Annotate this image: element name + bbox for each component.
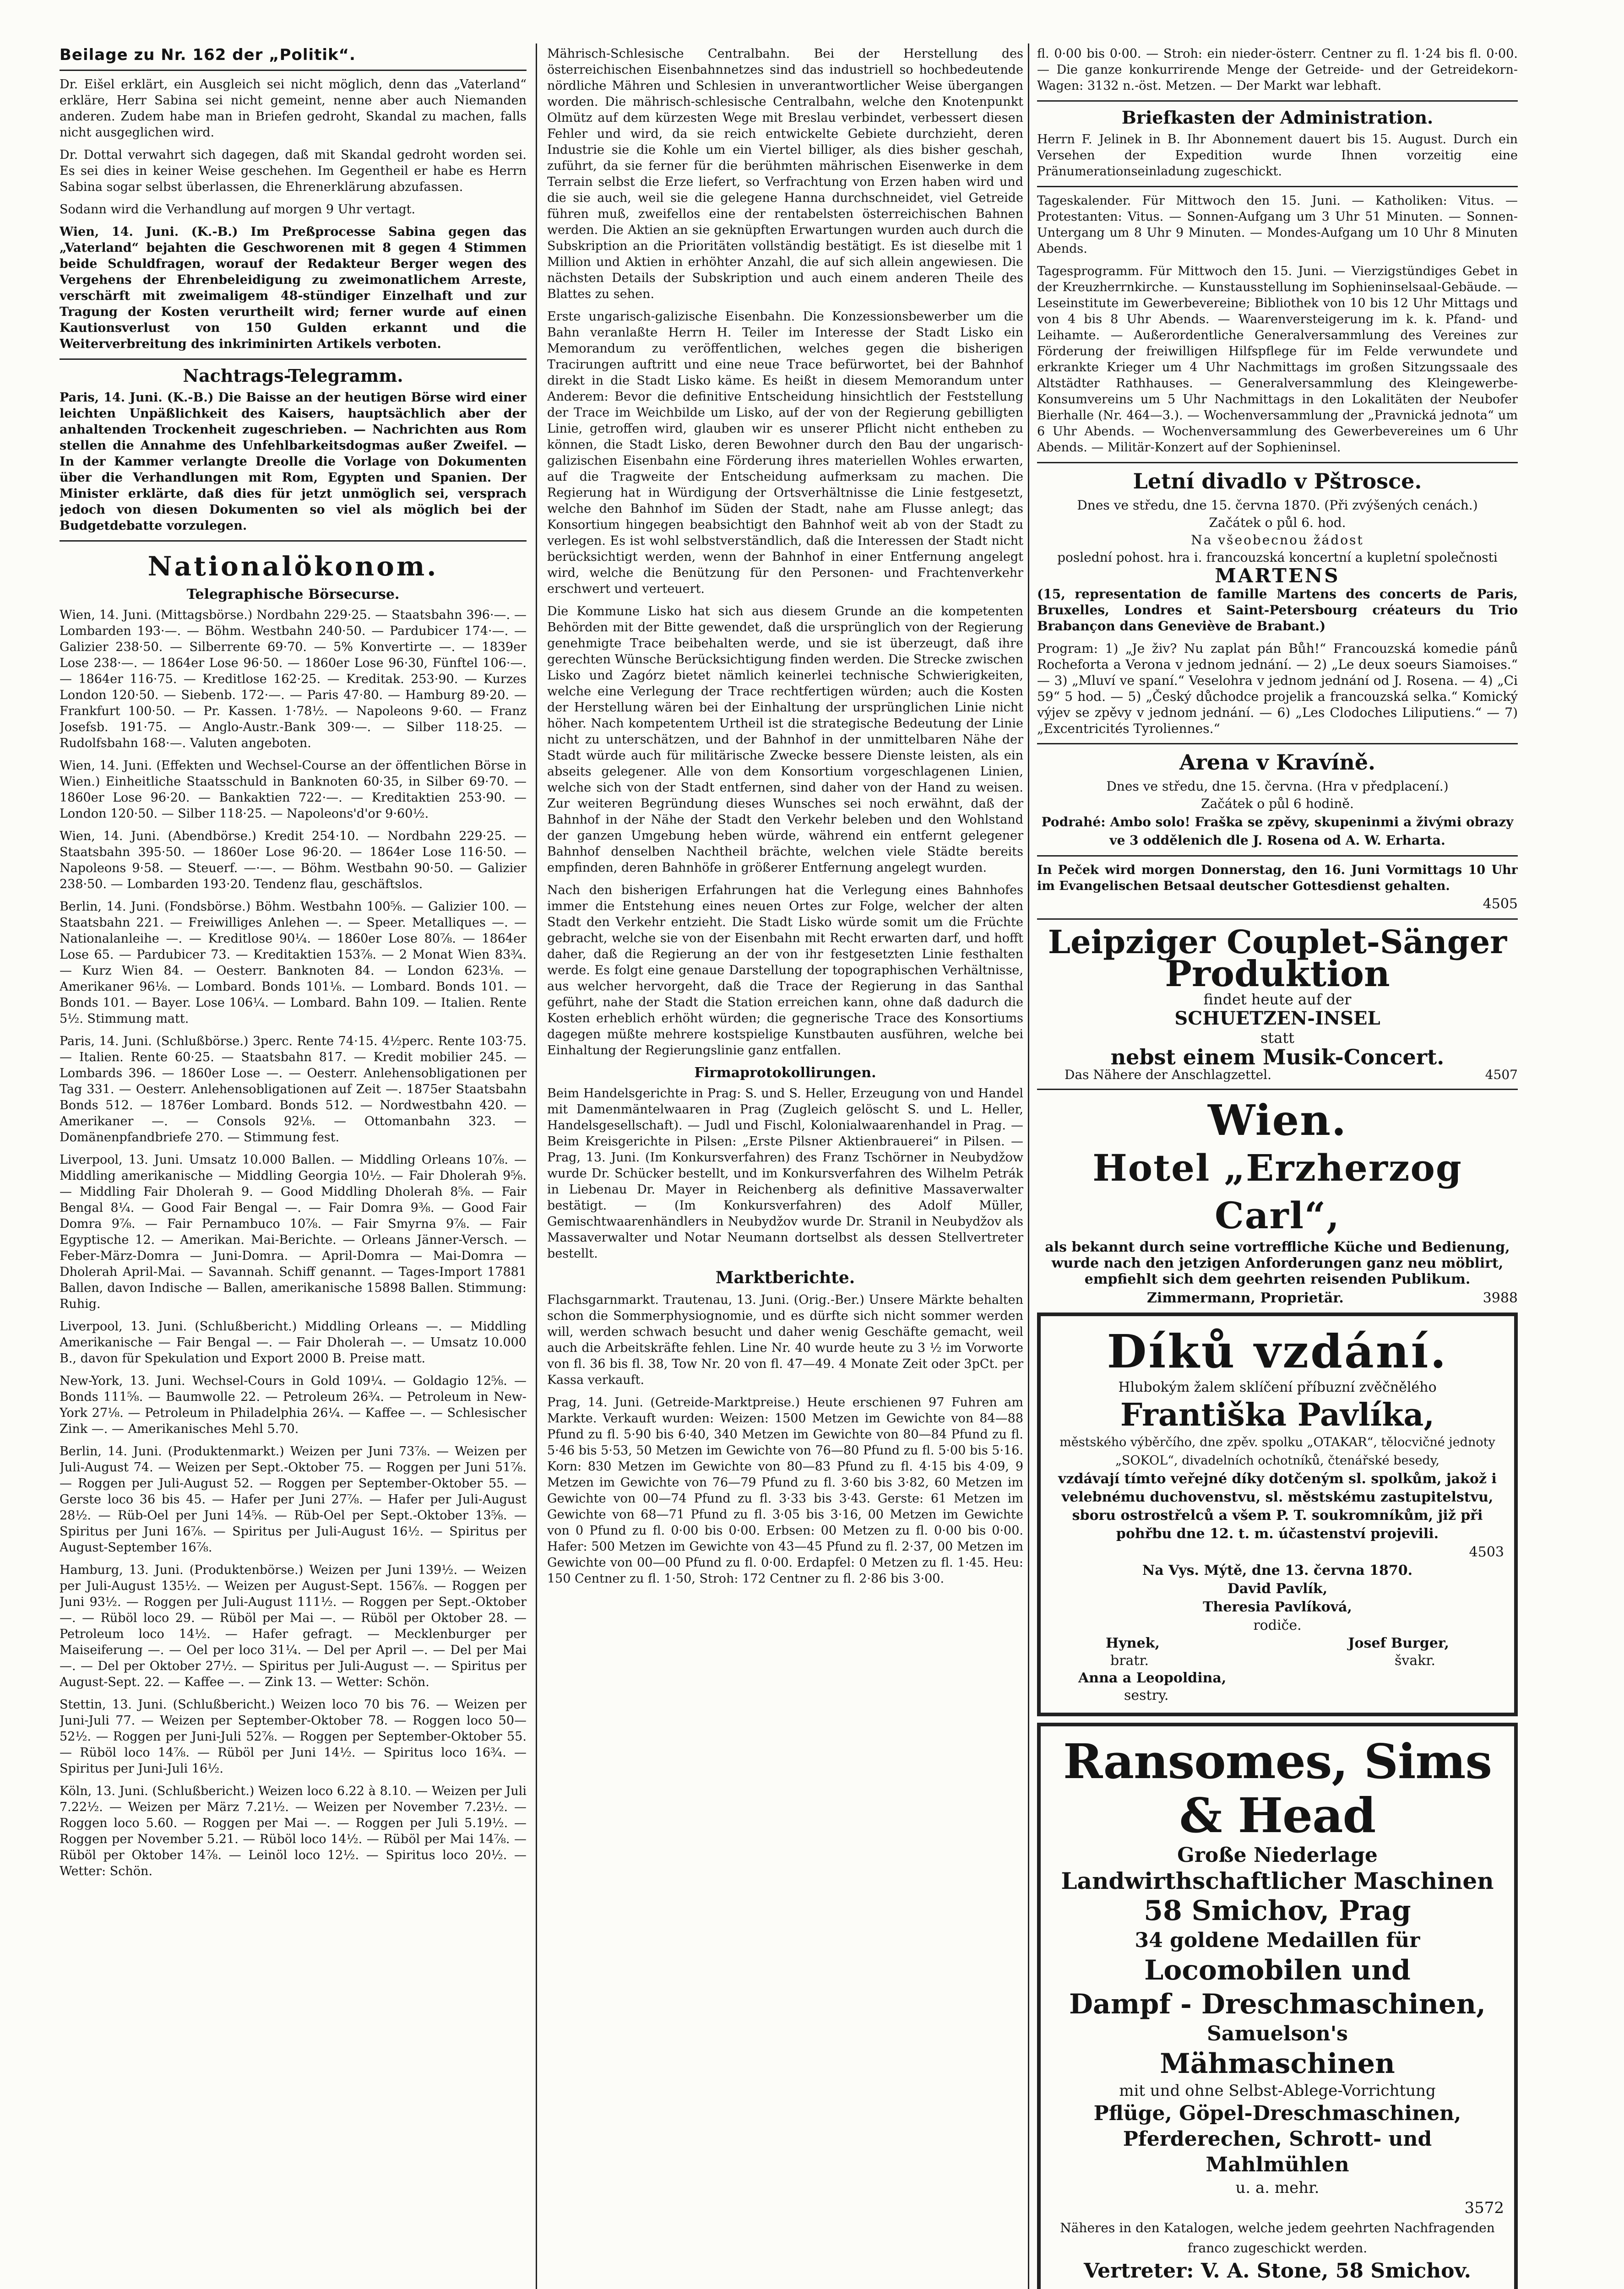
- leipzig-line7: Das Nähere der Anschlagzettel.: [1065, 1067, 1272, 1082]
- thanks-signer: Josef Burger,: [1348, 1635, 1449, 1651]
- thanks-signer: Theresia Pavlíková,: [1203, 1599, 1352, 1615]
- paragraph: Dr. Dottal verwahrt sich dagegen, daß mit Skandal gedroht worden sei. Es sei dies in keiner Weise geschehen. Im Gegentheil er habe es Herrn Sabina sogar selbst überlassen, die Ehrenerklärung abzufassen.: [60, 148, 527, 194]
- ad-number: 4505: [1483, 896, 1518, 912]
- leipzig-line6: nebst einem Musik-Concert.: [1110, 1045, 1445, 1069]
- ransomes-line: Näheres in den Katalogen, welche jedem geehrten Nachfragenden franco zugeschickt werden.: [1060, 2220, 1495, 2256]
- leipzig-line3: findet heute auf der: [1203, 991, 1352, 1008]
- ad-number: 4507: [1485, 1067, 1518, 1082]
- section-heading-economy: Nationalökonom.: [147, 551, 439, 582]
- leipzig-ad: [1037, 923, 1518, 1082]
- divider: [60, 358, 527, 360]
- ransomes-line: Landwirthschaftlicher Maschinen: [1061, 1867, 1494, 1894]
- market-report: Köln, 13. Juni. (Schlußbericht.) Weizen loco 6.22 à 8.10. — Weizen per Juli 7.22½. — Weizen per März 7.21½. — Weizen per November 7.23½. — Roggen loco 5.60. — Roggen per Mai —. — Roggen per Juli 5.19½. — Roggen per November 5.21. — Rüböl loco 14½. — Rüböl per Mai 14⅞. — Rüböl per Oktober 14⅞. — Leinöl loco 12½. — Spiritus loco 20½. — Wetter: Schön.: [60, 1784, 527, 1878]
- column-divider: [536, 43, 537, 2289]
- column-divider: [1028, 43, 1029, 2289]
- thanks-line2: městského výběrčího, dne zpěv. spolku „OTAKAR“, tělocvičné jednoty „SOKOL“, divadelních ochotníků, čtenářské besedy,: [1059, 1435, 1495, 1468]
- theatre-desc: (15, representation de famille Martens des concerts de Paris, Bruxelles, Londres et Saint-Petersbourg créateurs du Trio Brabançon dans Geneviève de Brabant.): [1037, 586, 1518, 634]
- ransomes-line: Pferderechen, Schrott- und Mahlmühlen: [1123, 2127, 1432, 2176]
- column-right: [1037, 46, 1518, 2289]
- theatre-line: poslední pohost. hra i. francouzská koncertní a kupletní společnosti: [1057, 550, 1498, 565]
- market-report: Stettin, 13. Juni. (Schlußbericht.) Weizen loco 70 bis 76. — Weizen per Juni-Juli 77. — Weizen per September-Oktober 78. — Roggen loco 50—52½. — Roggen per Juni-Juli 52⅞. — Roggen per September-Oktober 55. — Rüböl loco 14⅞. — Rüböl per Juni 14½. — Spiritus loco 16¾. — Spiritus per Juni-Juli 16½.: [60, 1698, 527, 1776]
- divider: [60, 70, 527, 71]
- divider: [1037, 743, 1518, 744]
- theatre-request: Na všeobecnou žádost: [1191, 532, 1364, 548]
- theatre-program: Program: 1) „Je živ? Nu zaplat pán Bůh!“ Francouzská komedie pánů Rocheforta a Verona v jednom jednání. — 2) „Le deux soeurs Siamoises.“ — 3) „Mluví ve spaní.“ Veselohra v jednom jednání od J. Rosena. — 4) „Ci 59“ 5 hod. — 5) „Český důchodce projelik a francouzská selka.“ Komický výjev se zpěvy v jednom jednání. — 6) „Les Clodoches Liliputiens.“ — 7) „Excentricités Tyroliennes.“: [1037, 641, 1518, 736]
- section-subheading: Telegraphische Börsecurse.: [186, 586, 400, 602]
- letterbox-text: Herrn F. Jelinek in B. Ihr Abonnement dauert bis 15. August. Durch ein Versehen der Expedition wurde Ihnen vorzeitig eine Pränumerationseinladung zugeschickt.: [1037, 132, 1518, 179]
- ransomes-line: 58 Smichov, Prag: [1144, 1895, 1411, 1927]
- market-text: Flachsgarnmarkt. Trautenau, 13. Juni. (Orig.-Ber.) Unsere Märkte behalten schon die Sommerphysiognomie, und es dürfte sich nicht sommer werden will, werden schwach besucht und daher wenig Geschäfte gemacht, weil auch die Arbeitskräfte fehlen. Line Nr. 40 wurde heute zu 3 ½ im Vorworte von fl. 36 bis fl. 38, Tow Nr. 20 von fl. 47—49. 4 Monate Zeit oder 3pCt. per Kassa verkauft.: [547, 1293, 1023, 1387]
- thanks-ad: [1037, 1313, 1518, 1716]
- ransomes-line: mit und ohne Selbst-Ablege-Vorrichtung: [1119, 2082, 1436, 2100]
- market-report: Berlin, 14. Juni. (Produktenmarkt.) Weizen per Juni 73⅞. — Weizen per Juli-August 74. — Weizen per Sept.-Oktober 75. — Roggen per Juni 51⅞. — Roggen per Juli-August 52. — Roggen per September-Oktober 55. — Gerste loco 36 bis 45. — Hafer per Juni 27⅞. — Hafer per Juli-August 28½. — Rüb-Oel per Juni 14⅝. — Rüb-Oel per Sept.-Oktober 13⅝. — Spiritus per Juni 16⅞. — Spiritus per Juli-August 16½. — Spiritus per August-September 16⅞.: [60, 1444, 527, 1555]
- ransomes-line: Vertreter: V. A. Stone, 58 Smichov.: [1084, 2259, 1471, 2283]
- column-middle: [547, 46, 1023, 2289]
- letterbox-heading: Briefkasten der Administration.: [1121, 107, 1434, 128]
- ransomes-line: Locomobilen und: [1144, 1954, 1411, 1986]
- ransomes-name: Ransomes, Sims & Head: [1063, 1733, 1492, 1844]
- thanks-signer: David Pavlík,: [1227, 1581, 1328, 1597]
- theatre-date: Dnes ve středu, dne 15. června 1870. (Při zvýšených cenách.): [1077, 498, 1478, 513]
- firm-text: Beim Handelsgerichte in Prag: S. und S. Heller, Erzeugung von und Handel mit Damenmäntelwaaren in Prag (Zugleich gelöscht S. und L. Heller, Handelsgesellschaft). — Judl und Fischl, Kolonialwaarenhandel in Prag. — Beim Kreisgerichte in Pilsen: „Erste Pilsner Aktienbrauerei“ in Pilsen. — Prag, 13. Juni. (Im Konkursverfahren) des Franz Tschörner in Neubydžow wurde Dr. Schücker bestellt, und im Konkursverfahren des Wilhelm Petrák in Liebenau Dr. Mayer in Reichenberg als definitive Massaverwalter bestätigt. — (Im Konkursverfahren) des Adolf Müller, Gemischtwaarenhändlers in Neubydžov wurde Dr. Stranil in Neubydžov als Massaverwalter und Notar Neumann dortselbst als dessen Stellvertreter bestellt.: [547, 1086, 1023, 1261]
- ransomes-line: Große Niederlage: [1177, 1844, 1378, 1867]
- hotel-ad: [1037, 1096, 1518, 1306]
- arena-title: Arena v Kravíně.: [1179, 750, 1376, 775]
- ad-number: 3988: [1483, 1290, 1518, 1306]
- paragraph: Sodann wird die Verhandlung auf morgen 9 Uhr vertagt.: [60, 202, 416, 217]
- ad-number: 3572: [1464, 2199, 1504, 2217]
- divider: [1037, 855, 1518, 857]
- divider: [1037, 462, 1518, 463]
- ransomes-line: Samuelson's: [1207, 2022, 1348, 2045]
- thanks-date: Na Vys. Mýtě, dne 13. června 1870.: [1142, 1562, 1413, 1578]
- hotel-city: Wien.: [1207, 1096, 1347, 1145]
- leipzig-line5: statt: [1260, 1029, 1295, 1047]
- column-left: [60, 46, 527, 2289]
- ransomes-ad: [1037, 1723, 1518, 2289]
- market-text: Prag, 14. Juni. (Getreide-Marktpreise.) Heute erschienen 97 Fuhren am Markte. Verkauft wurden: Weizen: 1500 Metzen im Gewichte von 84—88 Pfund zu fl. 5·90 bis 6·40, 340 Metzen im Gewichte von 80—84 Pfund zu fl. 5·46 bis 5·53, 50 Metzen im Gewichte von 76—80 Pfund zu fl. 5·00 bis 5·16. Korn: 830 Metzen im Gewichte von 80—83 Pfund zu fl. 4·15 bis 4·09, 9 Metzen im Gewichte von 76—79 Pfund zu fl. 3·60 bis 3·82, 60 Metzen im Gewichte von 00—74 Pfund zu fl. 3·33 bis 3·43. Gerste: 61 Metzen im Gewichte von 68—71 Pfund zu fl. 3·05 bis 3·16, 00 Metzen im Gewichte von 0 Pfund zu fl. 0·00 bis 0·00. Erbsen: 00 Metzen zu fl. 0·00 bis 0·00. Hafer: 500 Metzen im Gewichte von 43—45 Pfund zu fl. 2·37, 00 Metzen im Gewichte von 00—00 Pfund zu fl. 0·00. Erdapfel: 0 Metzen zu fl. 1·45. Heu: 150 Centner zu fl. 1·50, Stroh: 172 Centner zu fl. 2·86 bis 3·00.: [547, 1395, 1023, 1586]
- ransomes-line: Dampf - Dreschmaschinen,: [1069, 1988, 1486, 2020]
- theatre-ad: [1037, 469, 1518, 737]
- ransomes-line: Mähmaschinen: [1160, 2048, 1395, 2080]
- market-report: Liverpool, 13. Juni. (Schlußbericht.) Middling Orleans —. — Middling Amerikanische — Fair Bengal —. — Fair Dholerah —. — Umsatz 10.000 B., davon für Spekulation und Export 2000 B. Preise matt.: [60, 1319, 527, 1366]
- theatre-name: MARTENS: [1215, 564, 1340, 587]
- market-report: Hamburg, 13. Juni. (Produktenbörse.) Weizen per Juni 139½. — Weizen per Juli-August 135½. — Weizen per August-Sept. 156⅞. — Roggen per Juni 93½. — Roggen per Juli-August 111½. — Roggen per Sept.-Oktober —. — Rüböl loco 29. — Rüböl per Mai —. — Rüböl per Oktober 28. — Petroleum loco 14½. — Hafer gefragt. — Mecklenburger per Maiseiferung —. — Oel per loco 31¼. — Del per April —. — Del per Mai —. — Del per Oktober 27½. — Spiritus per Juli-August —. — Spiritus per August-Sept. 22. — Kaffee —. — Zink 13. — Wetter: Schön.: [60, 1563, 527, 1689]
- ad-number: 4503: [1469, 1544, 1504, 1560]
- leipzig-line1: Leipziger Couplet-Sänger: [1048, 923, 1507, 961]
- market-report: Berlin, 14. Juni. (Fondsbörse.) Böhm. Westbahn 100⅝. — Galizier 100. — Staatsbahn 221. — Freiwilliges Anlehen —. — Speer. Metalliques —. — Nationalanleihe —. — Kreditlose 90¼. — 1860er Lose 80⅞. — 1864er Lose 65. — Pardubicer 73. — Kreditaktien 153⅞. — 2 Monat Wien 83¾. — Kurz Wien 84. — Oesterr. Banknoten 84. — London 623⅛. — Amerikaner 96⅛. — Lombard. Bonds 101⅛. — Lombard. Bonds 101. — Bonds 101. — Bayer. Lose 106¼. — Lombard. Bahn 109. — Italien. Rente 5½. Stimmung matt.: [60, 900, 527, 1026]
- calendar-text: Tageskalender. Für Mittwoch den 15. Juni. — Katholiken: Vitus. — Protestanten: Vitus. — Sonnen-Aufgang um 3 Uhr 51 Minuten. — Sonnen-Untergang um 8 Uhr 9 Minuten. — Mondes-Aufgang um 10 Uhr 8 Minuten Abends.: [1037, 194, 1518, 256]
- notice-text: In Peček wird morgen Donnerstag, den 16. Juni Vormittags 10 Uhr im Evangelischen Betsaal deutscher Gottesdienst gehalten.: [1037, 863, 1518, 893]
- divider: [1037, 918, 1518, 920]
- rail-article: Nach den bisherigen Erfahrungen hat die Verlegung eines Bahnhofes immer die Entstehung eines neuen Ortes zur Folge, welcher der alten Stadt den Verkehr entzieht. Die Stadt Lisko würde somit um die Früchte gebracht, welche sie von der Eisenbahn mit Recht erwarten darf, und hofft daher, daß die Regierung an der von ihr festgesetzten Linie festhalten werde. Es folgt eine genaue Darstellung der topographischen Verhältnisse, aus welcher hervorgeht, daß die Trace der Regierung in das Santhal geführt, nahe der Stadt die Station erreichen kann, ohne daß dadurch die Kosten erheblich erhöht würden; die gegnerische Trace des Konsortiums dagegen müßte mehrere kostspielige Kunstbauten ausführen, welche bei Einhaltung der Regierungslinie ganz entfallen.: [547, 883, 1023, 1058]
- telegram-heading: Nachtrags-Telegramm.: [183, 365, 403, 386]
- ransomes-line: Pflüge, Göpel-Dreschmaschinen,: [1093, 2102, 1461, 2125]
- arena-show: Podrahé: Ambo solo! Fraška se zpěvy, skupeninmi a živými obrazy ve 3 oddělenich dle J. Rosena od A. W. Erharta.: [1041, 814, 1514, 848]
- program-text: Tagesprogramm. Für Mittwoch den 15. Juni. — Vierzigstündiges Gebet in der Kreuzherrnkirche. — Kunstausstellung im Sophieninselsaal-Gebäude. — Leseinstitute im Gewerbevereine; Bibliothek von 10 bis 12 Uhr Mittags und von 4 bis 8 Uhr Abends. — Waarenversteigerung im k. k. Pfand- und Leihamte. — Außerordentliche Generalversammlung des Vereines zur Förderung der freiwilligen Hilfspflege für im Felde verwundete und erkrankte Krieger um 4 Uhr Nachmittags im großen Sitzungssaale des Altstädter Rathhauses. — Generalversammlung des Kleingewerbe-Konsumvereins um 5 Uhr Nachmittags in den Lokalitäten der Neubofer Bierhalle (Nr. 464—3.). — Wochenversammlung der „Pravnická jednota“ um 6 Uhr Abends. — Wochenversammlung des Gewerbevereines um 6 Uhr Abends. — Militär-Konzert auf der Sophieninsel.: [1037, 264, 1518, 455]
- prices-text: fl. 0·00 bis 0·00. — Stroh: ein nieder-österr. Centner zu fl. 1·24 bis fl. 0·00. — Die ganze konkurrirende Menge der Getreide- und der Getreidekorn-Wagen: 3132 n.-öst. Metzen. — Der Markt war lebhaft.: [1037, 47, 1518, 93]
- supplement-header: Beilage zu Nr. 162 der „Politik“.: [60, 46, 356, 64]
- ransomes-line: 34 goldene Medaillen für: [1135, 1929, 1420, 1952]
- divider: [1037, 186, 1518, 187]
- thanks-title: Díků vzdání.: [1107, 1324, 1448, 1378]
- market-report: Wien, 14. Juni. (Effekten und Wechsel-Course an der öffentlichen Börse in Wien.) Einheitliche Staatsschuld in Banknoten 60·35, in Silber 69·70. — 1860er Lose 96·20. — Bankaktien 722·—. — Kreditaktien 253·90. — London 120·50. — Silber 118·25. — Napoleons'd'or 9·60½.: [60, 759, 527, 821]
- rail-article: Die Kommune Lisko hat sich aus diesem Grunde an die kompetenten Behörden mit der Bitte gewendet, daß die ursprünglich von der Regierung genehmigte Trace beibehalten werde, und sie ist überzeugt, daß ihre gerechten Wünsche Berücksichtigung finden werden. Die Strecke zwischen Lisko und Zagórz bietet nämlich keinerlei technische Schwierigkeiten, welche eine Verlegung der Trace rechtfertigen würden; auch die Kosten der Herstellung wären bei der Einhaltung der ursprünglichen Linie nicht höher. Nach kompetentem Urtheil ist die strategische Bedeutung der Linie nicht zu unterschätzen, und der Bahnhof in der unmittelbaren Nähe der Stadt würde auch für militärische Zwecke bessere Dienste leisten, als ein abseits gelegener. Alle von dem Konsortium vorgeschlagenen Linien, welche sich von der Stadt entfernen, sind daher von der Hand zu weisen. Zur weiteren Begründung dieses Wunsches sei noch erwähnt, daß der Bahnhof in der Nähe der Stadt den Verkehr beleben und den Wohlstand der ganzen Umgebung heben würde, während ein entfernt gelegener Bahnhof denselben Nachtheil brächte, welchen viele Städte bereits empfinden, deren Bahnhöfe in größerer Entfernung angelegt wurden.: [547, 604, 1023, 875]
- leipzig-line4: SCHUETZEN-INSEL: [1174, 1008, 1380, 1029]
- thanks-signer: rodiče.: [1253, 1617, 1302, 1633]
- market-report: Liverpool, 13. Juni. Umsatz 10.000 Ballen. — Middling Orleans 10⅞. — Middling amerikanische — Middling Georgia 10½. — Fair Dholerah 9⅝. — Middling Fair Dholerah 9. — Good Middling Dholerah 8⅝. — Fair Bengal 8¼. — Good Fair Bengal —. — Fair Domra 9⅜. — Good Fair Domra 9⅞. — Fair Pernambuco 10⅞. — Fair Smyrna 9⅞. — Fair Egyptische 12. — Amerikan. Mai-Berichte. — Orleans Jänner-Versch. — Feber-März-Domra — Juni-Domra. — April-Domra — Mai-Domra — Dholerah April-Mai. — Savannah. Schiff genannt. — Tages-Import 17881 Ballen, davon Indische — Ballen, amerikanische 15898 Ballen. Stimmung: Ruhig.: [60, 1153, 527, 1311]
- thanks-signer: Hynek,: [1106, 1635, 1160, 1651]
- arena-start: Začátek o půl 6 hodině.: [1201, 796, 1354, 811]
- telegram-text: Paris, 14. Juni. (K.-B.) Die Baisse an der heutigen Börse wird einer leichten Unpäßlichkeit des Kaisers, hauptsächlich aber der anhaltenden Trockenheit zugeschrieben. — Nachrichten aus Rom stellen die Annahme des Unfehlbarkeitsdogmas außer Zweifel. — In der Kammer verlangte Dreolle die Vorlage von Dokumenten über die Verhandlungen mit Rom, Egypten und Spanien. Der Minister erklärte, daß dies für jetzt unmöglich sei, versprach jedoch von diesen Dokumenten so viel als möglich bei der Budgetdebatte vorzulegen.: [60, 391, 527, 533]
- thanks-name: Františka Pavlíka,: [1120, 1397, 1435, 1433]
- market-report: Paris, 14. Juni. (Schlußbörse.) 3perc. Rente 74·15. 4½perc. Rente 103·75. — Italien. Rente 60·25. — Staatsbahn 817. — Kredit mobilier 245. — Lombards 396. — 1860er Lose —. — Oesterr. Anlehensobligationen per Tag 331. — Oesterr. Anlehensobligationen auf Zeit —. 1875er Staatsbahn Bonds 512. — 1876er Lombard. Bonds 512. — Nordwestbahn 420. — Amerikaner —. — Consols 92⅛. — Ottomanbahn 323. — Domänenpfandbriefe 270. — Stimmung fest.: [60, 1034, 527, 1144]
- arena-ad: [1037, 750, 1518, 850]
- firm-heading: Firmaprotokollirungen.: [694, 1065, 876, 1081]
- verdict-paragraph: Wien, 14. Juni. (K.-B.) Im Preßprocesse Sabina gegen das „Vaterland“ bejahten die Geschworenen mit 8 gegen 4 Stimmen beide Schuldfragen, worauf der Redakteur Berger wegen des Vergehens der Ehrenbeleidigung zu zweimonatlichem Arreste, verschärft mit zweimaligem 48-stündiger Einzelhaft und zur Tragung der Kosten verurtheilt wird; ferner wurde auf einen Kautionsverlust von 150 Gulden erkannt und die Weiterverbreitung des inkriminirten Artikels verboten.: [60, 225, 527, 351]
- paragraph: Dr. Eišel erklärt, ein Ausgleich sei nicht möglich, denn das „Vaterland“ erkläre, Herr Sabina sei nicht gemeint, nenne aber auch Niemanden anderen. Zudem habe man in Briefen gedroht, Skandal zu machen, falls nicht ausgeglichen wird.: [60, 77, 527, 140]
- thanks-line3: vzdávají tímto veřejné díky dotčeným sl. spolkům, jakož i velebnému duchovenstvu, sl. městskému zastupitelstvu, sboru ostrostřelců a všem P. T. soukromníkům, již při pohřbu dne 12. t. m. účastenství projevili.: [1058, 1471, 1497, 1542]
- thanks-signer: Anna a Leopoldina,: [1078, 1670, 1227, 1686]
- ransomes-line: u. a. mehr.: [1235, 2179, 1320, 2197]
- theatre-title: Letní divadlo v Pštrosce.: [1133, 469, 1422, 494]
- divider: [1037, 1089, 1518, 1090]
- market-heading: Marktberichte.: [715, 1268, 855, 1287]
- leipzig-line2: Produktion: [1165, 953, 1390, 995]
- rail-article: Erste ungarisch-galizische Eisenbahn. Die Konzessionsbewerber um die Bahn veranlaßte Herrn H. Teiler im Interesse der Stadt Lisko ein Memorandum zu veröffentlichen, welches gegen die bisherigen Tracirungen auftritt und eine neue Trace befürwortet, bei der Bahnhof direkt in die Stadt Lisko käme. Es heißt in diesem Memorandum unter Anderem: Bevor die definitive Entscheidung hinsichtlich der Feststellung der Trace im Weichbilde um Lisko, auf der von der Regierung gebilligten Linie, getroffen wird, glauben wir es unserer Pflicht nicht entheben zu können, die Stadt Lisko, deren Bewohner durch den Bau der ungarisch-galizischen Eisenbahn eine Förderung ihres materiellen Wohles erwarten, auf die Tragweite der Entscheidung aufmerksam zu machen. Die Regierung hat in Würdigung der Ortsverhältnisse die Linie festgesetzt, welche den Bahnhof im Süden der Stadt, nahe am Flusse anlegt; das Konsortium hingegen beabsichtigt den Bahnhof weit ab von der Stadt zu verlegen. Es ist wohl selbstverständlich, daß die Interessen der Stadt nicht berücksichtigt werden, wenn der Bahnhof in einer Entfernung angelegt wird, welche die Benützung für den Personen- und Frachtenverkehr erschwert und verteuert.: [547, 309, 1023, 596]
- hotel-signature: Zimmermann, Proprietär.: [1147, 1290, 1344, 1306]
- rail-article: Mährisch-Schlesische Centralbahn. Bei der Herstellung des österreichischen Eisenbahnnetzes sind das industriell so hochbedeutende nördliche Mähren und Schlesien in unverantwortlicher Weise übergangen worden. Die mährisch-schlesische Centralbahn, welche den Knotenpunkt Olmütz auf dem kürzesten Wege mit Breslau verbindet, verbessert diesen Fehler und wird, da sie reich entwickelte Gebiete durchzieht, deren Industrie sie die Kohle um ein Viertel billiger, als dies bisher geschah, zuführt, da sie ferner für die berühmten mährischen Eisenwerke in dem Terrain selbst die Erze liefert, so Verfrachtung von Erzen haben wird und die sie auch, weil sie die gelegene Hanna durchschneidet, viel Getreide führen muß, zweifellos eine der rentabelsten österreichischen Bahnen werden. Die Aktien an sie geknüpften Erwartungen wurden auch durch die Subskription an die Prioritäten vollständig bestätigt. Es ist dieselbe mit 1 Million und Aktien in erhöhter Anzahl, die auf sich allein angewiesen. Die nächsten Details der Subskription und auch einem anderen Theile des Blattes zu sehen.: [547, 47, 1023, 301]
- hotel-name: Hotel „Erzherzog Carl“,: [1092, 1146, 1462, 1237]
- divider: [1037, 100, 1518, 102]
- thanks-signer: bratr.: [1110, 1653, 1149, 1669]
- market-report: Wien, 14. Juni. (Mittagsbörse.) Nordbahn 229·25. — Staatsbahn 396·—. — Lombarden 193·—. — Böhm. Westbahn 240·50. — Pardubicer 174·—. — Galizier 238·50. — Silberrente 69·70. — 5% Konvertirte —. — 1839er Lose 238·—. — 1864er Lose 96·50. — 1860er Lose 96·30, Fünftel 106·—. — 1864er 116·75. — Kreditlose 162·25. — Kreditak. 253·90. — Kurzes London 120·50. — Siebenb. 172·—. — Paris 47·80. — Hamburg 89·20. — Frankfurt 100·50. — Pr. Kassen. 1·78½. — Napoleons 9·60. — Franz Josefsb. 191·75. — Anglo-Austr.-Bank 309·—. — Silber 118·25. — Rudolfsbahn 168·—. Valuten angeboten.: [60, 608, 527, 750]
- thanks-line1: Hlubokým žalem sklíčení příbuzní zvěčnělého: [1118, 1379, 1437, 1395]
- thanks-signer: švakr.: [1395, 1653, 1435, 1669]
- theatre-start: Začátek o půl 6. hod.: [1209, 515, 1346, 530]
- divider: [60, 540, 527, 542]
- thanks-signer: sestry.: [1124, 1687, 1169, 1703]
- market-report: Wien, 14. Juni. (Abendbörse.) Kredit 254·10. — Nordbahn 229·25. — Staatsbahn 395·50. — 1860er Lose 96·20. — 1864er Lose 116·50. — Napoleons 9·58. — Steuerf. —·—. — Böhm. Westbahn 90·50. — Galizier 238·50. — Lombarden 193·20. Tendenz flau, geschäftslos.: [60, 829, 527, 891]
- hotel-text: als bekannt durch seine vortreffliche Küche und Bedienung, wurde nach den jetzigen Anforderungen ganz neu möblirt, empfiehlt sich dem geehrten reisenden Publikum.: [1045, 1239, 1510, 1287]
- arena-date: Dnes ve středu, dne 15. června. (Hra v předplacení.): [1106, 779, 1449, 794]
- market-report: New-York, 13. Juni. Wechsel-Cours in Gold 109¼. — Goldagio 12⅝. — Bonds 111⅝. — Baumwolle 22. — Petroleum 26¾. — Petroleum in New-York 27⅛. — Petroleum in Philadelphia 26¼. — Kaffee —. — Schlesischer Zink —. — Amerikanisches Mehl 5.70.: [60, 1374, 527, 1436]
